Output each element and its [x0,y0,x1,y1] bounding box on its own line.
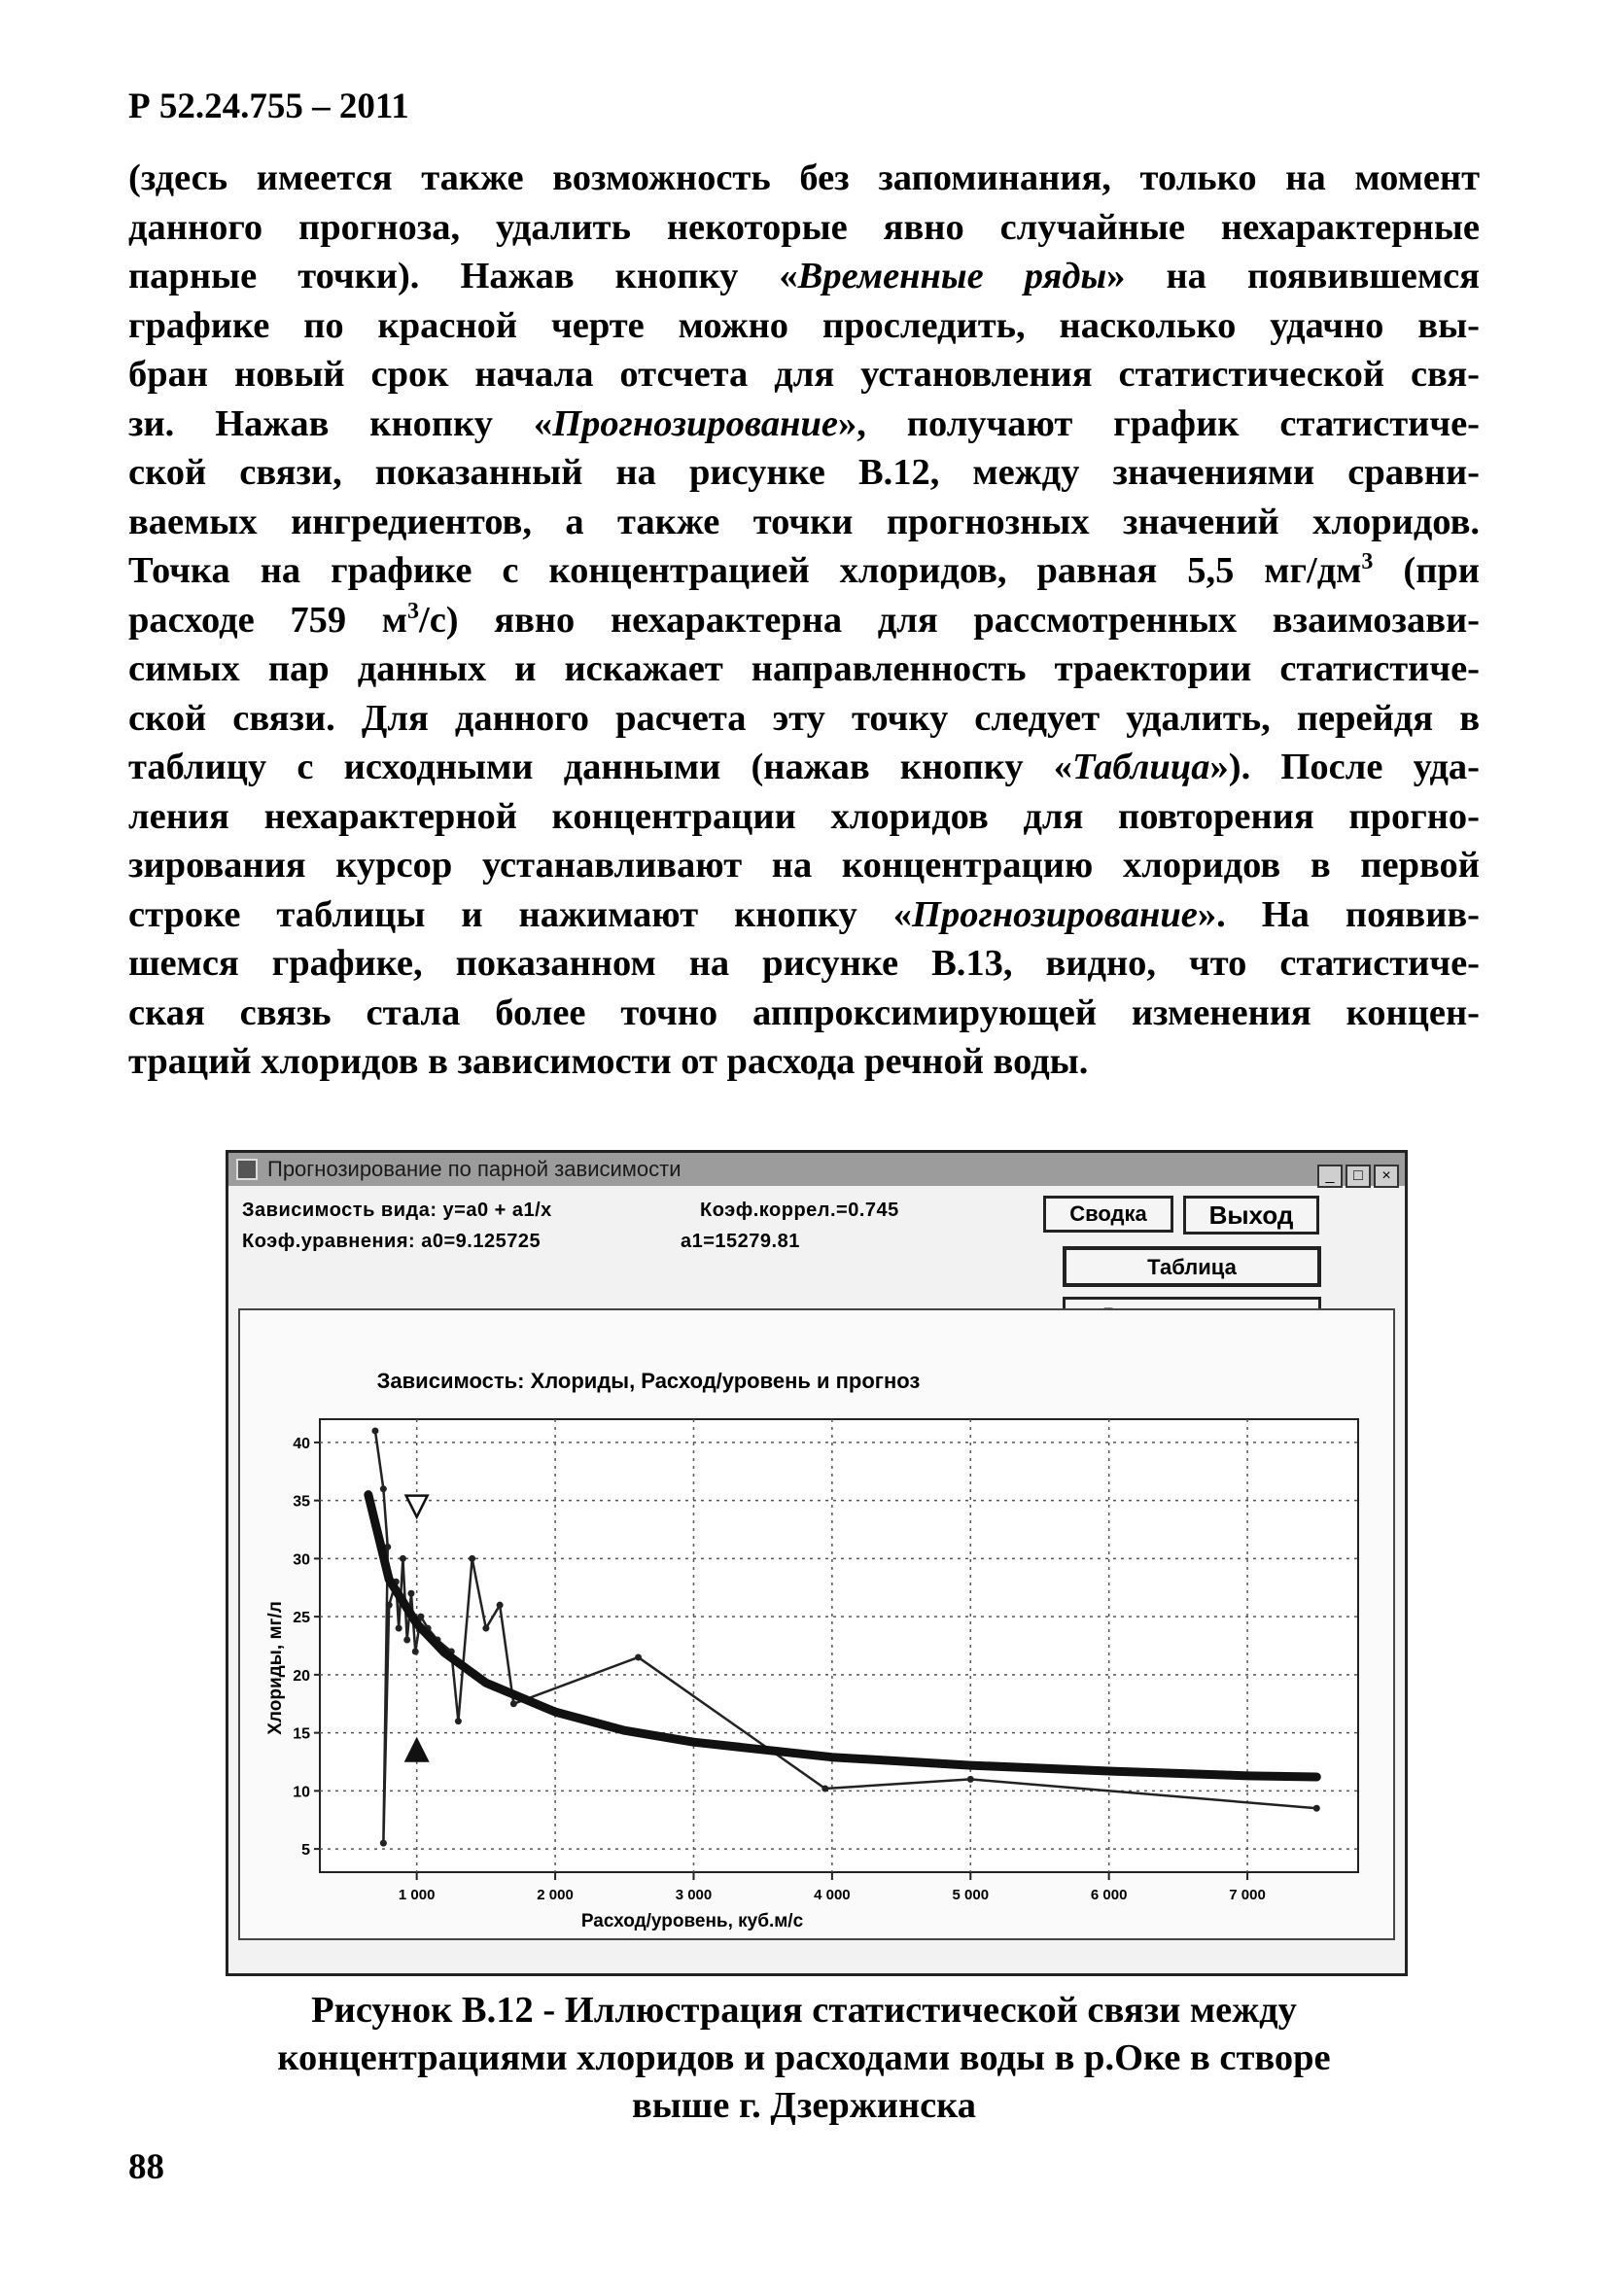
observed-point [497,1602,504,1609]
body-line: парные точки). Нажав кнопку «Временные ряды» на появившемся [128,256,1480,296]
body-paragraph [128,154,1480,1087]
a1-label: a1=15279.81 [681,1231,800,1252]
caption-line: выше г. Дзержинска [631,2085,977,2126]
y-tick-label: 40 [293,1435,310,1452]
summary-button[interactable]: Сводка [1043,1196,1173,1233]
caption-line: Рисунок В.12 - Иллюстрация статистической связи между [311,1990,1297,2031]
body-line: строке таблицы и нажимают кнопку «Прогнозирование». На появив- [128,893,1481,935]
observed-point [371,1427,378,1434]
plot-area [320,1419,1358,1872]
observed-point [635,1653,642,1660]
x-tick-label: 3 000 [675,1887,713,1903]
chart-title: Зависимость: Хлориды, Расход/уровень и прогноз [376,1369,921,1393]
observed-point [403,1637,410,1644]
observed-point [407,1590,414,1597]
maximize-icon[interactable]: □ [1346,1165,1371,1188]
body-line: шемся графике, показанном на рисунке В.13, видно, что статистиче- [128,943,1480,984]
y-tick-label: 5 [301,1842,310,1860]
chart-area [240,1310,1393,1938]
x-tick-label: 2 000 [537,1887,574,1903]
coefficient-label: Коэф.уравнения: a0=9.125725 [242,1231,542,1252]
observed-point [412,1648,419,1654]
x-tick-label: 7 000 [1229,1887,1266,1903]
body-line: Точка на графике с концентрацией хлоридов, равная 5,5 $мг/дм^3$ (при [128,549,1480,591]
y-tick-label: 15 [293,1725,310,1743]
body-line: ваемых ингредиентов, а также точки прогнозных значений хлоридов. [128,501,1480,542]
forecast-window [226,1150,1408,1976]
body-line: бран новый срок начала отсчета для установления статистической свя- [128,354,1480,395]
y-tick-label: 30 [293,1551,310,1569]
observed-point [1313,1805,1320,1812]
body-line: траций хлоридов в зависимости от расхода речной воды. [128,1041,1089,1082]
x-tick-label: 5 000 [952,1887,990,1903]
window-titlebar [228,1153,1405,1186]
plot-frame [238,1308,1395,1940]
close-icon[interactable]: × [1374,1165,1399,1188]
exit-button[interactable]: Выход [1183,1196,1319,1235]
page-number: 88 [128,2147,164,2187]
observed-point [400,1555,406,1562]
observed-point [967,1776,974,1783]
body-line: ской связи. Для данного расчета эту точку следует удалить, перейдя в [128,697,1480,739]
body-line: зирования курсор устанавливают на концентрацию хлоридов в первой [128,845,1480,886]
figure-caption [128,1987,1480,2130]
body-line: графике по красной черте можно проследить, насколько удачно вы- [128,304,1480,346]
observed-point [482,1625,489,1632]
body-line: таблицу с исходными данными (нажав кнопку «Таблица»). После уда- [128,747,1480,787]
body-line: зи. Нажав кнопку «Прогнозирование», получают график статистиче- [128,402,1480,444]
x-tick-label: 1 000 [398,1887,436,1903]
observed-point [386,1602,393,1609]
observed-point [469,1555,475,1562]
grid-layer [320,1419,1358,1872]
y-axis-label: Хлориды, мг/л [265,1601,286,1735]
observed-point [510,1700,517,1707]
app-icon [236,1159,258,1180]
observed-point [396,1625,402,1632]
window-controls [1314,1157,1399,1190]
y-tick-label: 35 [293,1493,310,1511]
y-tick-label: 10 [293,1784,310,1801]
dependency-label: Зависимость вида: y=a0 + a1/x [242,1200,552,1221]
observed-point [821,1785,828,1792]
caption-line: концентрациями хлоридов и расходами воды в р.Оке в створе [277,2037,1331,2078]
body-line: ской связи, показанный на рисунке В.12, между значениями сравни- [128,452,1480,493]
x-tick-label: 4 000 [814,1887,851,1903]
table-button[interactable]: Таблица [1063,1246,1321,1287]
body-line: (здесь имеется также возможность без запоминания, только на момент [128,157,1480,198]
x-axis-label: Расход/уровень, куб.м/с [580,1911,804,1931]
document-code: Р 52.24.755 – 2011 [128,87,409,126]
correlation-label: Коэф.коррел.=0.745 [700,1200,899,1221]
window-title: Прогнозирование по парной зависимости [267,1157,682,1181]
minimize-icon[interactable]: _ [1317,1165,1343,1188]
observed-point [455,1718,462,1724]
body-line: данного прогноза, удалить некоторые явно случайные нехарактерные [128,206,1480,248]
observed-point [380,1840,387,1847]
body-line: ления нехарактерной концентрации хлоридов для повторения прогно- [128,795,1480,837]
x-tick-label: 6 000 [1090,1887,1128,1903]
observed-point [380,1485,387,1492]
body-line: ская связь стала более точно аппроксимирующей изменения концен- [128,991,1480,1033]
body-line: симых пар данных и искажает направленность траектории статистиче- [128,648,1480,689]
y-tick-label: 25 [293,1610,310,1627]
y-tick-label: 20 [293,1667,310,1685]
body-line: расходе 759 $м^3/с$) явно нехарактерна для рассмотренных взаимозави- [128,598,1480,641]
